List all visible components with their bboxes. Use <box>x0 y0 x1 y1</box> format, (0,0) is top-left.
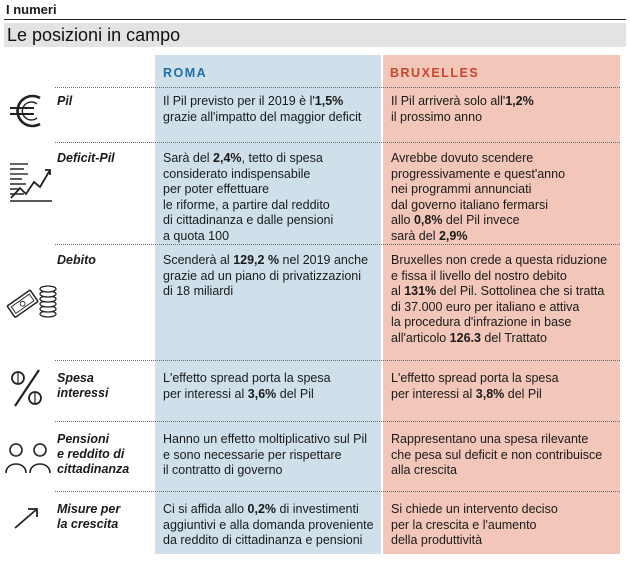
cell-line <box>391 300 619 316</box>
cell-text: Ci si affida allo <box>163 502 248 516</box>
cell-line <box>391 502 619 518</box>
cell-text: per interessi al <box>163 386 248 401</box>
cell-line <box>391 198 619 214</box>
cell-line <box>391 229 619 245</box>
cell-text: allo <box>391 213 414 227</box>
cell-text: Si chiede un intervento deciso <box>391 502 558 516</box>
cell-text: al <box>391 284 405 298</box>
cell-text: progressivamente e quest'anno <box>391 166 566 181</box>
row-label-misure-crescita <box>57 502 151 532</box>
cell-line <box>391 371 619 387</box>
cell-text: Il Pil arriverà solo all' <box>391 94 506 108</box>
cell-line <box>391 315 619 331</box>
row-label-spesa-interessi <box>57 371 151 401</box>
bruxelles-column-header: BRUXELLES <box>390 66 480 80</box>
highlight-value: 3,6% <box>247 386 277 401</box>
cell-line <box>163 213 377 229</box>
bruxelles-cell-spesa-interessi <box>391 371 619 402</box>
roma-cell-debito <box>163 253 377 300</box>
cell-line <box>391 182 619 198</box>
roma-cell-deficit-pil <box>163 151 377 244</box>
roma-cell-misure-crescita <box>163 502 377 549</box>
highlight-value: 0,2% <box>247 502 277 516</box>
title-bar <box>4 23 626 47</box>
roma-column-background <box>155 55 381 554</box>
cell-text: il prossimo anno <box>391 109 483 124</box>
cell-line <box>163 502 377 518</box>
cell-text: del Trattato <box>480 330 547 345</box>
cell-line <box>391 387 619 403</box>
cell-line <box>391 432 619 448</box>
people-icon <box>4 441 54 475</box>
highlight-value: 131% <box>404 284 437 298</box>
cell-text: e sono necessarie per rispettare <box>163 447 342 462</box>
roma-cell-spesa-interessi <box>163 371 377 402</box>
cell-line <box>163 110 377 126</box>
cell-text: Il Pil previsto per il 2019 è l' <box>163 94 315 108</box>
cell-line <box>163 167 377 183</box>
row-divider <box>55 87 620 88</box>
cell-text: che pesa sul deficit e non contribuisce <box>391 447 603 462</box>
highlight-value: 2,9% <box>438 228 468 243</box>
cell-text: e fissa il livello del nostro debito <box>391 268 567 283</box>
cell-line <box>163 229 377 245</box>
cell-line <box>391 533 619 549</box>
row-divider <box>55 142 620 143</box>
euro-icon <box>8 92 48 130</box>
row-label-line: Deficit-Pil <box>57 151 115 165</box>
highlight-value: 129,2 % <box>233 253 280 267</box>
row-label-line: la crescita <box>57 517 119 531</box>
bruxelles-cell-pil <box>391 94 619 125</box>
highlight-value: 1,2% <box>505 94 534 108</box>
cell-text: aggiuntivi e alla domanda proveniente <box>163 517 374 532</box>
cell-line <box>163 533 377 549</box>
cell-text: Hanno un effetto moltiplicativo sul Pil <box>163 432 368 446</box>
cell-text: del Pil <box>276 386 314 401</box>
cell-text: , tetto di spesa <box>241 151 323 165</box>
cell-line <box>163 371 377 387</box>
cell-text: del Pil invece <box>442 213 520 227</box>
cell-line <box>163 151 377 167</box>
cell-text: considerato indispensabile <box>163 166 311 181</box>
cell-text: Bruxelles non crede a questa riduzione <box>391 253 608 267</box>
row-label-line: Spesa <box>57 371 94 385</box>
cell-line <box>163 284 377 300</box>
cell-text: per interessi al <box>391 386 476 401</box>
cell-line <box>163 387 377 403</box>
cell-line <box>163 448 377 464</box>
cell-text: da reddito di cittadinanza e pensioni <box>163 533 363 547</box>
cell-text: Rappresentano una spesa rilevante <box>391 432 589 446</box>
bruxelles-cell-debito <box>391 253 619 346</box>
cell-line <box>163 269 377 285</box>
row-label-line: interessi <box>57 386 109 400</box>
cell-text: Sarà del <box>163 151 214 165</box>
cell-line <box>391 448 619 464</box>
cell-text: Avrebbe dovuto scendere <box>391 151 534 165</box>
arrow-up-right-icon <box>12 505 42 531</box>
cell-text: Scenderà al <box>163 253 234 267</box>
kicker-divider <box>4 19 626 20</box>
row-divider <box>55 421 620 422</box>
row-label-line: e reddito di <box>57 447 125 461</box>
cell-text: a quota 100 <box>163 228 230 243</box>
money-coins-icon <box>6 280 58 320</box>
bruxelles-cell-misure-crescita <box>391 502 619 549</box>
highlight-value: 0,8% <box>413 213 443 227</box>
cell-line <box>391 253 619 269</box>
cell-line <box>391 110 619 126</box>
row-label-line: cittadinanza <box>57 462 130 476</box>
cell-line <box>163 463 377 479</box>
cell-text: per poter effettuare <box>163 182 270 196</box>
percent-icon <box>9 368 45 408</box>
cell-line <box>163 253 377 269</box>
cell-text: di investimenti <box>276 502 359 516</box>
highlight-value: 2,4% <box>213 151 242 165</box>
row-label-line: Debito <box>57 253 96 267</box>
cell-line <box>391 331 619 347</box>
cell-line <box>163 518 377 534</box>
row-label-line: Misure per <box>57 502 121 516</box>
cell-text: L'effetto spread porta la spesa <box>391 371 559 385</box>
row-divider <box>55 244 620 245</box>
roma-cell-pil <box>163 94 377 125</box>
cell-line <box>391 518 619 534</box>
cell-text: le riforme, a partire dal reddito <box>163 197 330 212</box>
cell-text: la procedura d'infrazione in base <box>391 315 572 329</box>
cell-text: alla crescita <box>391 463 457 477</box>
highlight-value: 1,5% <box>314 94 344 108</box>
cell-text: per la crescita e l'aumento <box>391 517 537 532</box>
roma-column-header: ROMA <box>163 66 208 80</box>
cell-line <box>391 463 619 479</box>
cell-text: di 37.000 euro per italiano e attiva <box>391 299 580 314</box>
roma-cell-pensioni <box>163 432 377 479</box>
row-label-line: Pil <box>57 94 73 108</box>
row-divider <box>55 491 620 492</box>
cell-text: nei programmi annunciati <box>391 182 532 196</box>
highlight-value: 126.3 <box>449 330 481 345</box>
cell-text: L'effetto spread porta la spesa <box>163 371 331 385</box>
cell-text: sarà del <box>391 228 439 243</box>
row-label-deficit-pil <box>57 151 151 166</box>
cell-text: di 18 miliardi <box>163 284 234 298</box>
cell-text: all'articolo <box>391 330 450 345</box>
cell-line <box>391 94 619 110</box>
cell-line <box>163 182 377 198</box>
cell-text: grazie ad un piano di privatizzazioni <box>163 268 362 283</box>
cell-text: nel 2019 anche <box>279 253 369 267</box>
row-label-pensioni <box>57 432 151 477</box>
cell-line <box>391 284 619 300</box>
highlight-value: 3,8% <box>475 386 505 401</box>
cell-text: di cittadinanza e dalle pensioni <box>163 213 334 227</box>
cell-text: della produttività <box>391 533 483 547</box>
bruxelles-cell-deficit-pil <box>391 151 619 244</box>
cell-line <box>391 269 619 285</box>
kicker: I numeri <box>6 2 57 17</box>
cell-line <box>391 167 619 183</box>
cell-line <box>391 151 619 167</box>
cell-text: dal governo italiano fermarsi <box>391 197 549 212</box>
cell-line <box>391 213 619 229</box>
bruxelles-cell-pensioni <box>391 432 619 479</box>
cell-line <box>163 432 377 448</box>
row-label-pil <box>57 94 151 109</box>
row-label-debito <box>57 253 151 268</box>
page-title: Le posizioni in campo <box>7 25 181 45</box>
cell-text: grazie all'impatto del maggior deficit <box>163 109 362 124</box>
row-divider <box>55 360 620 361</box>
cell-text: del Pil. Sottolinea che si tratta <box>436 284 605 298</box>
cell-text: del Pil <box>504 386 542 401</box>
cell-line <box>163 94 377 110</box>
cell-text: il contratto di governo <box>163 463 283 477</box>
cell-line <box>163 198 377 214</box>
row-label-line: Pensioni <box>57 432 110 446</box>
line-chart-icon <box>8 160 54 204</box>
